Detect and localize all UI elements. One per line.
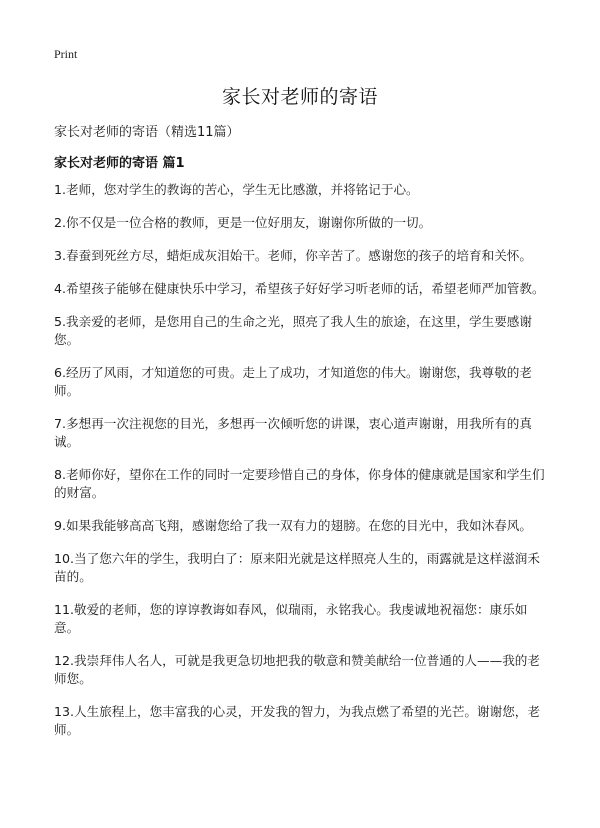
message-item: 6.经历了风雨，才知道您的可贵。走上了成功，才知道您的伟大。谢谢您，我尊敬的老师。	[54, 365, 532, 398]
message-item: 2.你不仅是一位合格的教师，更是一位好朋友，谢谢你所做的一切。	[54, 215, 432, 230]
subtitle: 家长对老师的寄语（精选11篇）	[54, 125, 240, 140]
message-item: 5.我亲爱的老师，是您用自己的生命之光，照亮了我人生的旅途，在这里，学生要感谢您。	[54, 314, 532, 347]
section-heading: 家长对老师的寄语 篇1	[54, 156, 185, 171]
message-item: 1.老师，您对学生的教诲的苦心，学生无比感激，并将铭记于心。	[54, 182, 419, 197]
print-link[interactable]: Print	[54, 47, 78, 61]
message-item: 13.人生旅程上，您丰富我的心灵，开发我的智力，为我点燃了希望的光芒。谢谢您，老师。	[54, 704, 540, 737]
message-item: 11.敬爱的老师，您的谆谆教诲如春风，似瑞雨，永铭我心。我虔诚地祝福您：康乐如意。	[54, 602, 528, 635]
message-item: 8.老师你好，望你在工作的同时一定要珍惜自己的身体，你身体的健康就是国家和学生们的财富。	[54, 467, 545, 500]
message-item: 12.我崇拜伟人名人，可就是我更急切地把我的敬意和赞美献给一位普通的人——我的老师您。	[54, 653, 540, 686]
page-title: 家长对老师的寄语	[221, 86, 378, 108]
message-item: 10.当了您六年的学生，我明白了：原来阳光就是这样照亮人生的，雨露就是这样滋润禾苗的。	[54, 551, 540, 584]
message-item: 9.如果我能够高高飞翔，感谢您给了我一双有力的翅膀。在您的目光中，我如沐春风。	[54, 518, 532, 533]
message-item: 7.多想再一次注视您的目光，多想再一次倾听您的讲课，衷心道声谢谢，用我所有的真诚。	[54, 416, 532, 449]
message-list	[54, 181, 546, 754]
message-item: 3.春蚕到死丝方尽，蜡炬成灰泪始干。老师，你辛苦了。感谢您的孩子的培育和关怀。	[54, 248, 532, 263]
message-item: 4.希望孩子能够在健康快乐中学习，希望孩子好好学习听老师的话，希望老师严加管教。	[54, 281, 545, 296]
